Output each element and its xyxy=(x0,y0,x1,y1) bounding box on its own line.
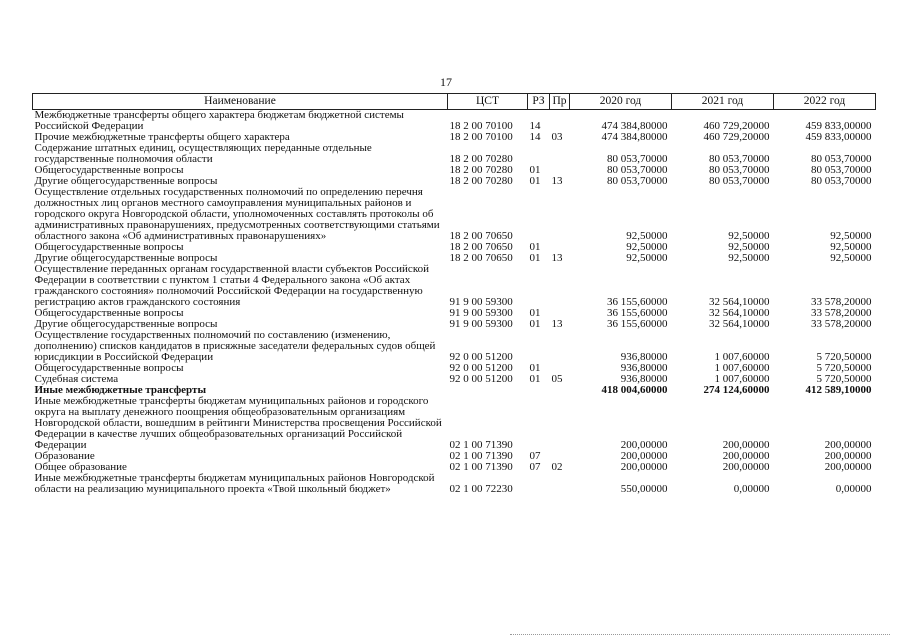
row-2020: 200,00000 xyxy=(620,450,668,462)
row-name: Другие общегосударственные вопросы xyxy=(34,175,218,187)
row-2020: 36 155,60000 xyxy=(607,318,668,330)
row-2022: 5 720,50000 xyxy=(816,351,872,363)
header-2022: 2022 год xyxy=(774,94,876,110)
row-2021: 200,00000 xyxy=(722,461,770,473)
row-2021: 80 053,70000 xyxy=(709,164,770,176)
header-rz: РЗ xyxy=(528,94,550,110)
row-2022: 33 578,20000 xyxy=(811,318,872,330)
row-2020: 92,50000 xyxy=(626,230,668,242)
row-2020: 474 384,80000 xyxy=(601,131,668,143)
row-2020: 80 053,70000 xyxy=(607,153,668,165)
row-rz: 14 xyxy=(529,131,541,143)
row-cst: 91 9 00 59300 xyxy=(449,307,513,319)
row-rz xyxy=(528,187,550,242)
row-2020: 936,80000 xyxy=(620,373,668,385)
row-2020: 418 004,60000 xyxy=(601,384,668,396)
table-row xyxy=(33,187,876,242)
row-cst: 02 1 00 71390 xyxy=(449,450,513,462)
row-name: Осуществление отдельных государственных полномочий по определению перечня должностных лиц органов местного самоуправления муниципальных районов и городского округа Новгородской области, уполномоченных составлять протоколы об административных правонарушениях, предусмотренных соответствующими статьями областного закона «Об административных правонарушениях» xyxy=(34,186,440,242)
row-2022: 5 720,50000 xyxy=(816,373,872,385)
row-pr: 05 xyxy=(551,373,563,385)
table-row xyxy=(33,143,876,165)
row-2020: 936,80000 xyxy=(620,351,668,363)
table-row xyxy=(33,396,876,451)
row-2022: 412 589,10000 xyxy=(805,384,872,396)
budget-table xyxy=(32,93,876,495)
row-name: Общее образование xyxy=(34,461,127,473)
row-rz: 01 xyxy=(529,164,541,176)
row-2021: 274 124,60000 xyxy=(703,384,770,396)
row-rz xyxy=(528,264,550,308)
row-pr xyxy=(550,143,570,165)
row-name: Иные межбюджетные трансферты бюджетам муниципальных районов и городского округа на выплату денежного поощрения общеобразовательным организациям Новгородской области, вошедшим в рейтинги Министерства просвещения Российской Федерации в качестве лучших общеобразовательных организаций Российской Федерации xyxy=(34,395,442,451)
row-rz: 07 xyxy=(529,450,541,462)
row-2021: 32 564,10000 xyxy=(709,318,770,330)
row-rz: 14 xyxy=(529,120,541,132)
page-number: 17 xyxy=(440,75,452,89)
row-cst: 92 0 00 51200 xyxy=(449,373,513,385)
row-rz: 01 xyxy=(529,175,541,187)
row-rz: 01 xyxy=(529,241,541,253)
row-2021: 92,50000 xyxy=(728,241,770,253)
row-pr xyxy=(550,110,570,133)
row-cst: 02 1 00 71390 xyxy=(449,439,513,451)
row-name: Общегосударственные вопросы xyxy=(34,241,184,253)
row-2021: 32 564,10000 xyxy=(709,307,770,319)
row-2021: 92,50000 xyxy=(728,230,770,242)
row-2020: 200,00000 xyxy=(620,461,668,473)
row-2021: 32 564,10000 xyxy=(709,296,770,308)
row-cst: 92 0 00 51200 xyxy=(449,351,513,363)
row-rz: 01 xyxy=(529,252,541,264)
row-2020: 92,50000 xyxy=(626,241,668,253)
row-name: Другие общегосударственные вопросы xyxy=(34,252,218,264)
table-row xyxy=(33,110,876,133)
row-pr xyxy=(550,473,570,495)
row-2022: 0,00000 xyxy=(835,483,872,495)
row-2021: 80 053,70000 xyxy=(709,153,770,165)
row-2021: 0,00000 xyxy=(733,483,770,495)
row-rz xyxy=(528,385,550,396)
row-name: Осуществление переданных органам государственной власти субъектов Российской Федерации в соответствии с пунктом 1 статьи 4 Федерального закона «Об актах гражданского состояния» полномочий Российской Федерации на государственную регистрацию актов гражданского состояния xyxy=(34,263,429,308)
row-2022: 200,00000 xyxy=(824,450,872,462)
row-rz: 01 xyxy=(529,362,541,374)
row-2021: 460 729,20000 xyxy=(703,120,770,132)
row-2021: 1 007,60000 xyxy=(714,351,770,363)
row-2022: 459 833,00000 xyxy=(805,120,872,132)
row-2022: 92,50000 xyxy=(830,230,872,242)
row-rz: 07 xyxy=(529,461,541,473)
row-2022: 92,50000 xyxy=(830,241,872,253)
row-rz xyxy=(528,396,550,451)
table-row xyxy=(33,264,876,308)
header-name: Наименование xyxy=(33,94,448,110)
row-name: Общегосударственные вопросы xyxy=(34,362,184,374)
row-cst: 18 2 00 70280 xyxy=(449,153,513,165)
row-name: Иные межбюджетные трансферты xyxy=(34,384,207,396)
row-2020: 92,50000 xyxy=(626,252,668,264)
row-cst: 02 1 00 72230 xyxy=(449,483,513,495)
scan-artifact-line xyxy=(510,634,890,635)
row-2020: 550,00000 xyxy=(620,483,668,495)
row-name: Иные межбюджетные трансферты бюджетам муниципальных районов Новгородской области на реализацию муниципального проекта «Твой школьный бюджет» xyxy=(34,472,435,495)
row-2022: 33 578,20000 xyxy=(811,296,872,308)
row-2022: 459 833,00000 xyxy=(805,131,872,143)
row-2022: 5 720,50000 xyxy=(816,362,872,374)
row-cst: 18 2 00 70280 xyxy=(449,175,513,187)
row-cst: 91 9 00 59300 xyxy=(449,296,513,308)
row-name: Общегосударственные вопросы xyxy=(34,164,184,176)
row-cst: 92 0 00 51200 xyxy=(449,362,513,374)
row-pr: 13 xyxy=(551,252,563,264)
row-name: Осуществление государственных полномочий по составлению (изменению, дополнению) списков кандидатов в присяжные заседатели федеральных судов общей юрисдикции в Российской Федерации xyxy=(34,329,436,363)
row-rz xyxy=(528,473,550,495)
row-pr: 13 xyxy=(551,318,563,330)
row-name: Межбюджетные трансферты общего характера бюджетам бюджетной системы Российской Федерации xyxy=(34,109,404,132)
row-pr xyxy=(550,385,570,396)
row-pr xyxy=(550,264,570,308)
table-row xyxy=(33,330,876,363)
header-2021: 2021 год xyxy=(672,94,774,110)
row-2021: 80 053,70000 xyxy=(709,175,770,187)
row-rz xyxy=(528,143,550,165)
header-2020: 2020 год xyxy=(570,94,672,110)
row-name: Образование xyxy=(34,450,95,462)
header-pr: Пр xyxy=(550,94,570,110)
row-2022: 200,00000 xyxy=(824,461,872,473)
row-2020: 200,00000 xyxy=(620,439,668,451)
row-2021: 200,00000 xyxy=(722,439,770,451)
row-2021: 1 007,60000 xyxy=(714,373,770,385)
row-name: Судебная система xyxy=(34,373,119,385)
row-2022: 92,50000 xyxy=(830,252,872,264)
row-name: Содержание штатных единиц, осуществляющих переданные отдельные государственные полномочия области xyxy=(34,142,372,165)
row-2020: 474 384,80000 xyxy=(601,120,668,132)
row-rz xyxy=(528,330,550,363)
row-2022: 33 578,20000 xyxy=(811,307,872,319)
row-2020: 80 053,70000 xyxy=(607,175,668,187)
row-cst: 18 2 00 70280 xyxy=(449,164,513,176)
row-2021: 92,50000 xyxy=(728,252,770,264)
row-cst: 18 2 00 70100 xyxy=(449,131,513,143)
row-2021: 1 007,60000 xyxy=(714,362,770,374)
row-rz: 01 xyxy=(529,307,541,319)
row-2022: 80 053,70000 xyxy=(811,164,872,176)
row-2022: 80 053,70000 xyxy=(811,153,872,165)
row-pr: 13 xyxy=(551,175,563,187)
row-name: Прочие межбюджетные трансферты общего характера xyxy=(34,131,290,143)
row-name: Другие общегосударственные вопросы xyxy=(34,318,218,330)
row-2020: 36 155,60000 xyxy=(607,307,668,319)
row-pr xyxy=(550,396,570,451)
row-2021: 460 729,20000 xyxy=(703,131,770,143)
row-cst: 91 9 00 59300 xyxy=(449,318,513,330)
row-cst: 02 1 00 71390 xyxy=(449,461,513,473)
row-2020: 936,80000 xyxy=(620,362,668,374)
row-2022: 200,00000 xyxy=(824,439,872,451)
row-2022: 80 053,70000 xyxy=(811,175,872,187)
header-cst: ЦСТ xyxy=(448,94,528,110)
row-pr: 03 xyxy=(551,131,563,143)
row-name: Общегосударственные вопросы xyxy=(34,307,184,319)
row-2020: 36 155,60000 xyxy=(607,296,668,308)
row-2021: 200,00000 xyxy=(722,450,770,462)
row-pr xyxy=(550,187,570,242)
row-rz: 01 xyxy=(529,318,541,330)
table-row xyxy=(33,473,876,495)
row-cst: 18 2 00 70100 xyxy=(449,120,513,132)
row-pr: 02 xyxy=(551,461,563,473)
row-cst: 18 2 00 70650 xyxy=(449,252,513,264)
table-header-row xyxy=(33,94,876,110)
row-2020: 80 053,70000 xyxy=(607,164,668,176)
row-cst: 18 2 00 70650 xyxy=(449,241,513,253)
row-cst: 18 2 00 70650 xyxy=(449,230,513,242)
row-rz: 01 xyxy=(529,373,541,385)
row-cst xyxy=(448,385,528,396)
row-pr xyxy=(550,330,570,363)
